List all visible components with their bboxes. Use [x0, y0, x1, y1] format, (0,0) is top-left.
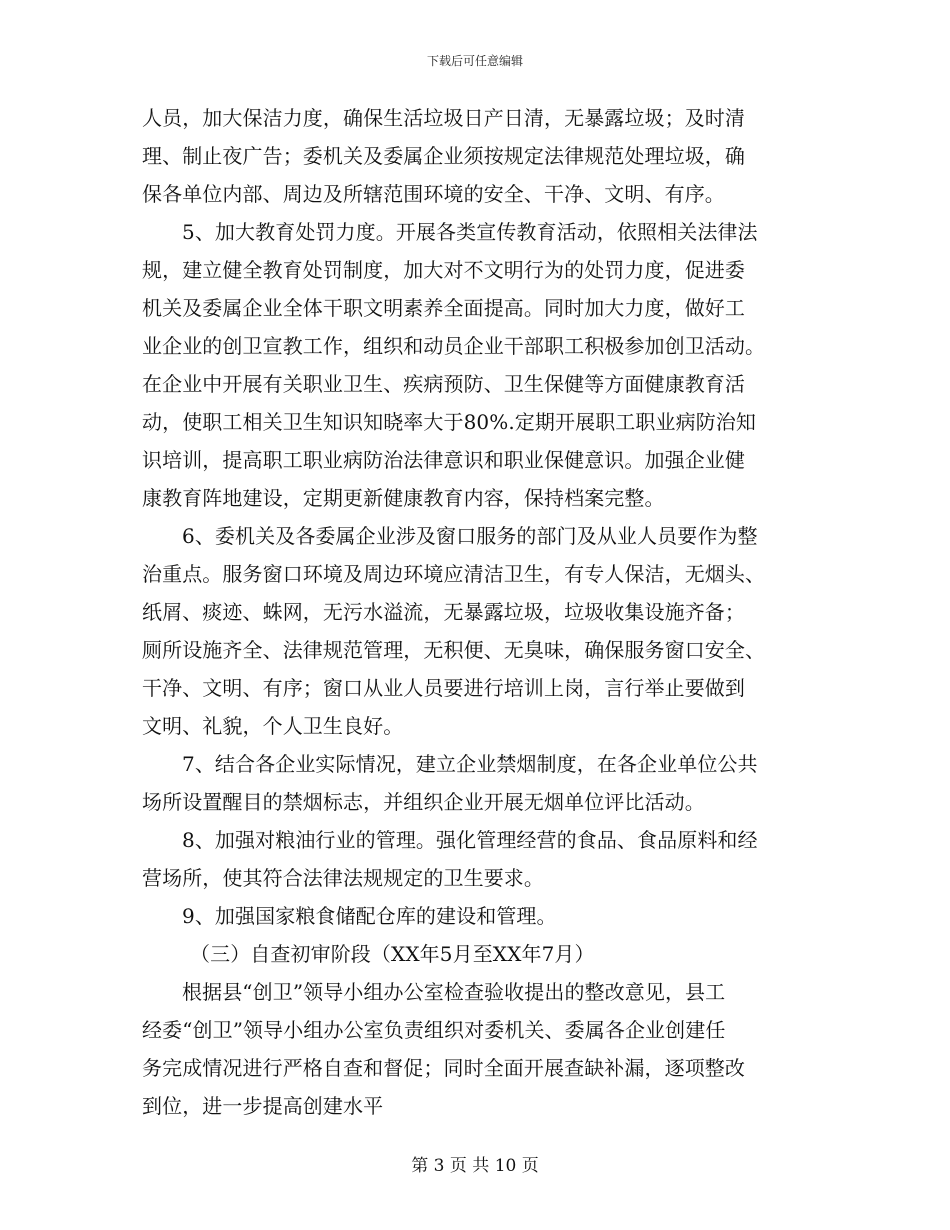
paragraph-5-start: 5、加大教育处罚力度。开展各类宣传教育活动，依照相关法律法 — [182, 220, 758, 244]
text-line: 务完成情况进行严格自查和督促；同时全面开展查缺补漏，逐项整改 — [142, 1056, 745, 1080]
text-line: 识培训，提高职工职业病防治法律意识和职业保健意识。加强企业健 — [142, 448, 745, 472]
text-line: 康教育阵地建设，定期更新健康教育内容，保持档案完整。 — [142, 486, 665, 510]
paragraph-start: 根据县“创卫”领导小组办公室检查验收提出的整改意见，县工 — [182, 980, 726, 1004]
paragraph-6-start: 6、委机关及各委属企业涉及窗口服务的部门及从业人员要作为整 — [182, 524, 758, 548]
page-number-footer: 第 3 页 共 10 页 — [411, 1156, 539, 1176]
text-line: 动，使职工相关卫生知识知晓率大于80%.定期开展职工职业病防治知 — [142, 410, 757, 434]
text-line: 场所设置醒目的禁烟标志，并组织企业开展无烟单位评比活动。 — [142, 790, 705, 814]
paragraph-9-start: 9、加强国家粮食储配仓库的建设和管理。 — [182, 904, 557, 928]
document-body — [142, 99, 812, 1125]
text-line: 营场所，使其符合法律法规规定的卫生要求。 — [142, 866, 544, 890]
text-line: 文明、礼貌，个人卫生良好。 — [142, 714, 404, 738]
text-line: 机关及委属企业全体干职文明素养全面提高。同时加大力度，做好工 — [142, 296, 745, 320]
text-line: 治重点。服务窗口环境及周边环境应清洁卫生，有专人保洁，无烟头、 — [142, 562, 766, 586]
text-line: 纸屑、痰迹、蛛网，无污水溢流，无暴露垃圾，垃圾收集设施齐备； — [142, 600, 745, 624]
text-line: 到位，进一步提高创建水平 — [142, 1094, 384, 1118]
paragraph-8-start: 8、加强对粮油行业的管理。强化管理经营的食品、食品原料和经 — [182, 828, 758, 852]
text-line: 经委“创卫”领导小组办公室负责组织对委机关、委属各企业创建任 — [142, 1018, 726, 1042]
text-line: 在企业中开展有关职业卫生、疾病预防、卫生保健等方面健康教育活 — [142, 372, 745, 396]
text-line: 业企业的创卫宣教工作，组织和动员企业干部职工积极参加创卫活动。 — [142, 334, 766, 358]
text-line: 保各单位内部、周边及所辖范围环境的安全、干净、文明、有序。 — [142, 182, 725, 206]
text-line: 厕所设施齐全、法律规范管理，无积便、无臭味，确保服务窗口安全、 — [142, 638, 766, 662]
page-header: 下载后可任意编辑 — [426, 54, 523, 68]
text-line: 规，建立健全教育处罚制度，加大对不文明行为的处罚力度，促进委 — [142, 258, 745, 282]
text-line: 理、制止夜广告；委机关及委属企业须按规定法律规范处理垃圾，确 — [142, 144, 745, 168]
paragraph-7-start: 7、结合各企业实际情况，建立企业禁烟制度，在各企业单位公共 — [182, 752, 758, 776]
section-heading: （三）自查初审阶段（XX年5月至XX年7月） — [190, 942, 595, 966]
text-line: 干净、文明、有序；窗口从业人员要进行培训上岗，言行举止要做到 — [142, 676, 745, 700]
text-line: 人员，加大保洁力度，确保生活垃圾日产日清，无暴露垃圾；及时清 — [142, 106, 745, 130]
